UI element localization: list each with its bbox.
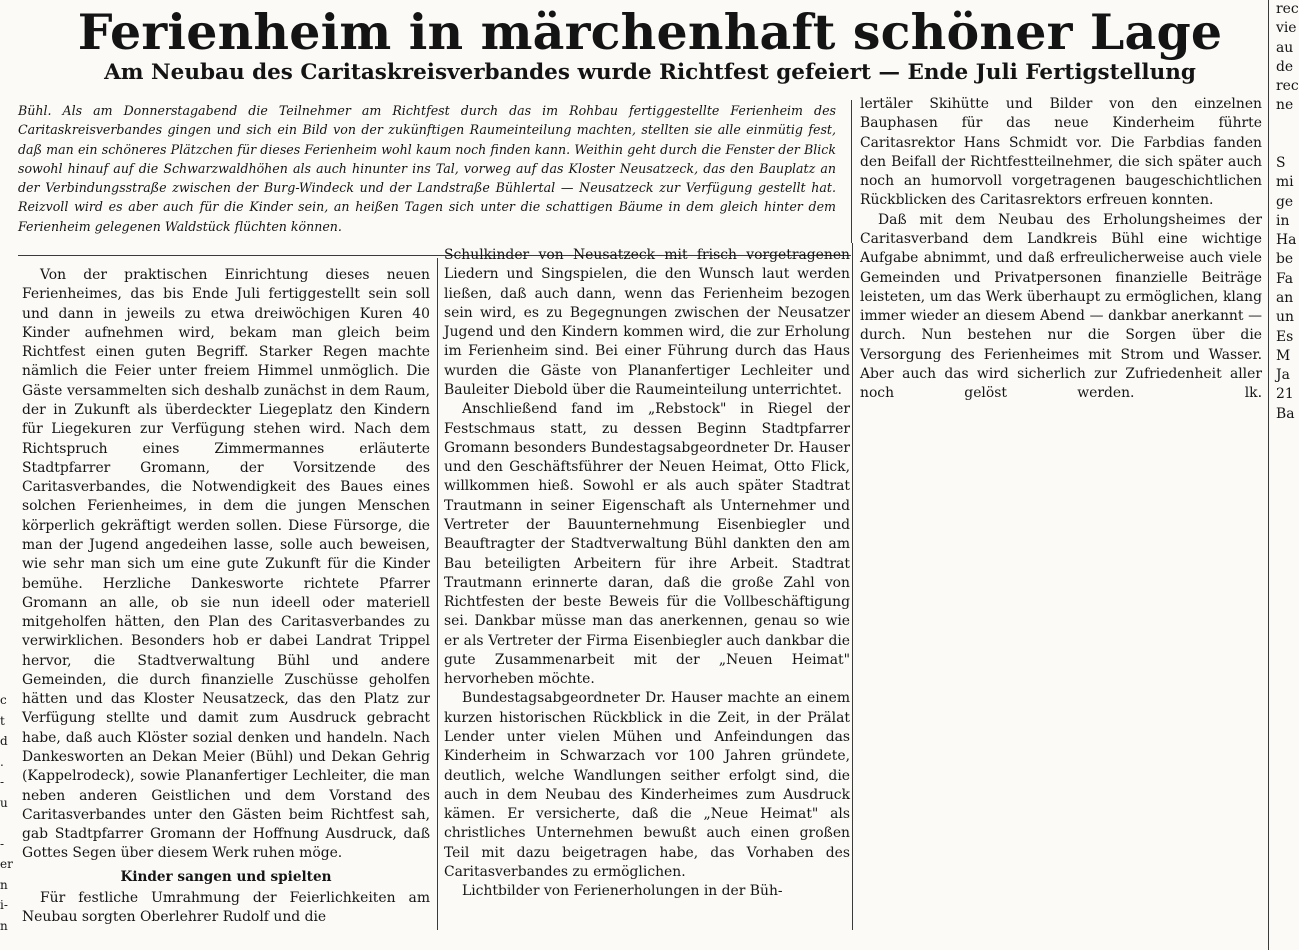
fragment-line: Ha [1276,232,1297,249]
fragment-line: rec [1276,1,1299,17]
fragment-line: n [0,877,8,892]
fragment-line: M [1276,347,1291,364]
fragment-line: de [1276,58,1294,75]
fragment-line: u [0,795,8,810]
section-heading: Kinder sangen und spielten [120,868,332,885]
fragment-line: n [0,918,8,933]
fragment-line: an [1276,289,1294,306]
article-column-2 [444,246,850,902]
column-2-paragraph-2: Anschließend fand im „Rebstock" in Riegel der Festschmaus statt, zu dessen Beginn Stadtpfarrer Gromann besonders Bundestagsabgeordneter Dr. Hauser und den Geschäftsführer der Neuen Heimat, Otto Flick, willkommen hieß. Sowohl er als auch später Stadtrat Trautmann in seiner Eigenschaft als Unternehmer und Vertreter der Bauunternehmung Eisenbiegler und Beauftragter der Stadtverwaltung Bühl dankten den am Bau beteiligten Arbeitern für ihre Arbeit. Stadtrat Trautmann erinnerte daran, daß die große Zahl von Richtfesten der beste Beweis für die Vollbeschäftigung sei. Dankbar müsse man das anerkennen, genau so wie er als Vertreter der Firma Eisenbiegler auch dankbar die gute Zusammenarbeit mit der „Neuen Heimat" hervorheben möchte. [444,401,850,688]
fragment-line: mi [1276,174,1294,191]
headline: Ferienheim in märchenhaft schöner Lage [77,3,1223,61]
column-2-paragraph-1: Schulkinder von Neusatzeck mit frisch vorgetragenen Liedern und Singspielen, die den Wunsch laut werden ließen, daß auch dann, wenn das Ferienheim bezogen sein wird, es zu Begegnungen zwischen der Neusatzer Jugend und den Kindern kommen wird, die zur Erholung im Ferienheim sind. Bei einer Führung durch das Haus wurden die Gäste von Plananfertiger Lechleiter und Bauleiter Diebold über die Raumeinteilung unterrichtet. [444,247,850,398]
author-signature: lk. [1244,385,1262,402]
fragment-line: - [0,775,5,789]
fragment-line: i- [0,898,8,912]
fragment-line: vie [1276,20,1297,37]
lead-paragraph: Bühl. Als am Donnerstagabend die Teilnehmer am Richtfest durch das im Rohbau fertiggestellte Ferienheim des Caritaskreisverbandes gingen und sich ein Bild von der zukünftigen Raumeinteilung machten, stellten sie alle einmütig fest, daß man ein schöneres Plätzchen für dieses Ferienheim wohl kaum noch finden kann. Weithin geht durch die Fenster der Blick sowohl hinauf auf die Schwarzwaldhöhen als auch hinunter ins Tal, vorweg auf das Kloster Neusatzeck, das den Bauplatz an der Verbindungsstraße zwischen der Burg-Windeck und der Landstraße Bühlertal — Neusatzeck zur Verfügung gestellt hat. Reizvoll wird es aber auch für die Kinder sein, an heißen Tagen sich unter die schattigen Bäume in dem gleich hinter dem Ferienheim gelegenen Waldstück flüchten können. [18,103,836,234]
column-1-paragraph: Von der praktischen Einrichtung dieses neuen Ferienheimes, das bis Ende Juli fertiggestellt sein soll und dann in jeweils zu etwa dreiwöchigen Kuren 40 Kinder aufnehmen wird, bekam man gleich beim Richtfest einen guten Begriff. Starker Regen machte nämlich die Feier unter freiem Himmel unmöglich. Die Gäste versammelten sich deshalb zunächst in dem Raum, der in Zukunft als überdeckter Liegeplatz den Kindern für Liegekuren zur Verfügung stehen wird. Nach dem Richtspruch eines Zimmermannes erläuterte Stadtpfarrer Gromann, der Vorsitzende des Caritasverbandes, die Notwendigkeit des Baues eines solchen Ferienheimes, in dem die jungen Menschen körperlich gekräftigt werden sollen. Diese Fürsorge, die man der Jugend angedeihen lasse, solle auch beweisen, wie sehr man sich um eine gute Zukunft für die Kinder bemühe. Herzliche Dankesworte richtete Pfarrer Gromann an alle, ob sie nun ideell oder materiell mitgeholfen hätten, den Plan des Caritasverbandes zu verwirklichen. Besonders hob er dabei Landrat Trippel hervor, die Stadtverwaltung Bühl und andere Gemeinden, die durch finanzielle Zuschüsse geholfen hätten und das Kloster Neusatzeck, das den Platz zur Verfügung stellte und damit zum Ausdruck gebracht habe, daß auch Klöster sozial denken und handeln. Nach Dankesworten an Dekan Meier (Bühl) und Dekan Gehrig (Kappelrodeck), sowie Plananfertiger Lechleiter, die man neben anderen Geistlichen und dem Vorstand des Caritasverbandes unter den Gästen beim Richtfest sah, gab Stadtpfarrer Gromann der Hoffnung Ausdruck, daß Gottes Segen über diesem Werk ruhen möge. [22,267,430,862]
article-column-1 [22,266,430,928]
fragment-line: be [1276,251,1294,268]
fragment-line: . [0,754,4,769]
column-3-paragraph-2-text: Daß mit dem Neubau des Erholungsheimes der Caritasverband dem Landkreis Bühl eine wichtige Aufgabe abnimmt, und daß erfreulicherweise auch viele Gemeinden und Privatpersonen finanzielle Beiträge leisteten, um das Werk überhaupt zu ermöglichen, klang immer wieder an diesem Abend — dankbar anerkannt — durch. Nun bestehen nur die Sorgen über die Versorgung des Ferienheimes mit Strom und Wasser. Aber auch das wird sicherlich zur Zufriedenheit aller noch gelöst werden. [860,211,1262,402]
fragment-line: ge [1276,193,1294,210]
fragment-line: Ba [1276,405,1295,422]
fragment-line [0,813,14,834]
fragment-line: un [1276,309,1294,326]
fragment-line: t [0,713,5,728]
adjacent-article-fragment [1276,0,1299,422]
fragment-line: Es [1276,328,1294,345]
fragment-line [1276,135,1298,154]
column-3-paragraph-2 [860,211,1262,404]
fragment-line: Fa [1276,270,1293,287]
fragment-line: ne [1276,97,1294,114]
column-rule-top [851,100,852,243]
fragment-line: au [1276,39,1294,56]
fragment-line: Ja [1276,367,1290,384]
column-rule-right [852,243,853,930]
fragment-line: d [0,734,8,748]
fragment-line: c [0,693,7,707]
subheadline: Am Neubau des Caritaskreisverbandes wurde Richtfest gefeiert — Ende Juli Fertigstellung [104,60,1196,85]
article-column-3 [860,95,1262,404]
fragment-line: rec [1276,78,1299,95]
fragment-line: - [0,836,5,851]
page-edge-rule [1268,0,1269,950]
column-2-paragraph-3: Bundestagsabgeordneter Dr. Hauser machte an einem kurzen historischen Rückblick in die Zeit, in der Prälat Lender unter vielen Mühen und Anfeindungen das Kinderheim in Schwarzach vor 100 Jahren gründete, deutlich, welche Wandlungen seither erfolgt sind, die auch in dem Neubau des Kinderheimes zum Ausdruck kämen. Er versicherte, daß die „Neue Heimat" als christliches Unternehmen bewußt auch einen großen Teil mit dazu beigetragen habe, das Vorhaben des Caritasverbandes zu ermöglichen. [444,690,850,880]
fragment-line: er [0,857,13,871]
column-rule-left [437,258,438,930]
fragment-line: 21 [1276,386,1294,403]
column-2-paragraph-4: Lichtbilder von Ferienerholungen in der Büh- [462,883,783,900]
column-1-paragraph-2: Für festliche Umrahmung der Feierlichkeiten am Neubau sorgten Oberlehrer Rudolf und die [22,890,430,926]
fragment-line: S [1276,155,1286,172]
fragment-line [1276,116,1298,135]
column-3-paragraph-1: lertäler Skihütte und Bilder von den einzelnen Bauphasen für das neue Kinderheim führte Caritasrektor Hans Schmidt vor. Die Farbdias fanden den Beifall der Richtfestteilnehmer, die sich später auch noch an humorvoll vorgetragenen baugeschichtlichen Rückblicken des Caritasrektors erfreuen konnten. [860,96,1262,209]
fragment-line: in [1276,212,1290,229]
adjacent-column-fragment [0,690,14,936]
